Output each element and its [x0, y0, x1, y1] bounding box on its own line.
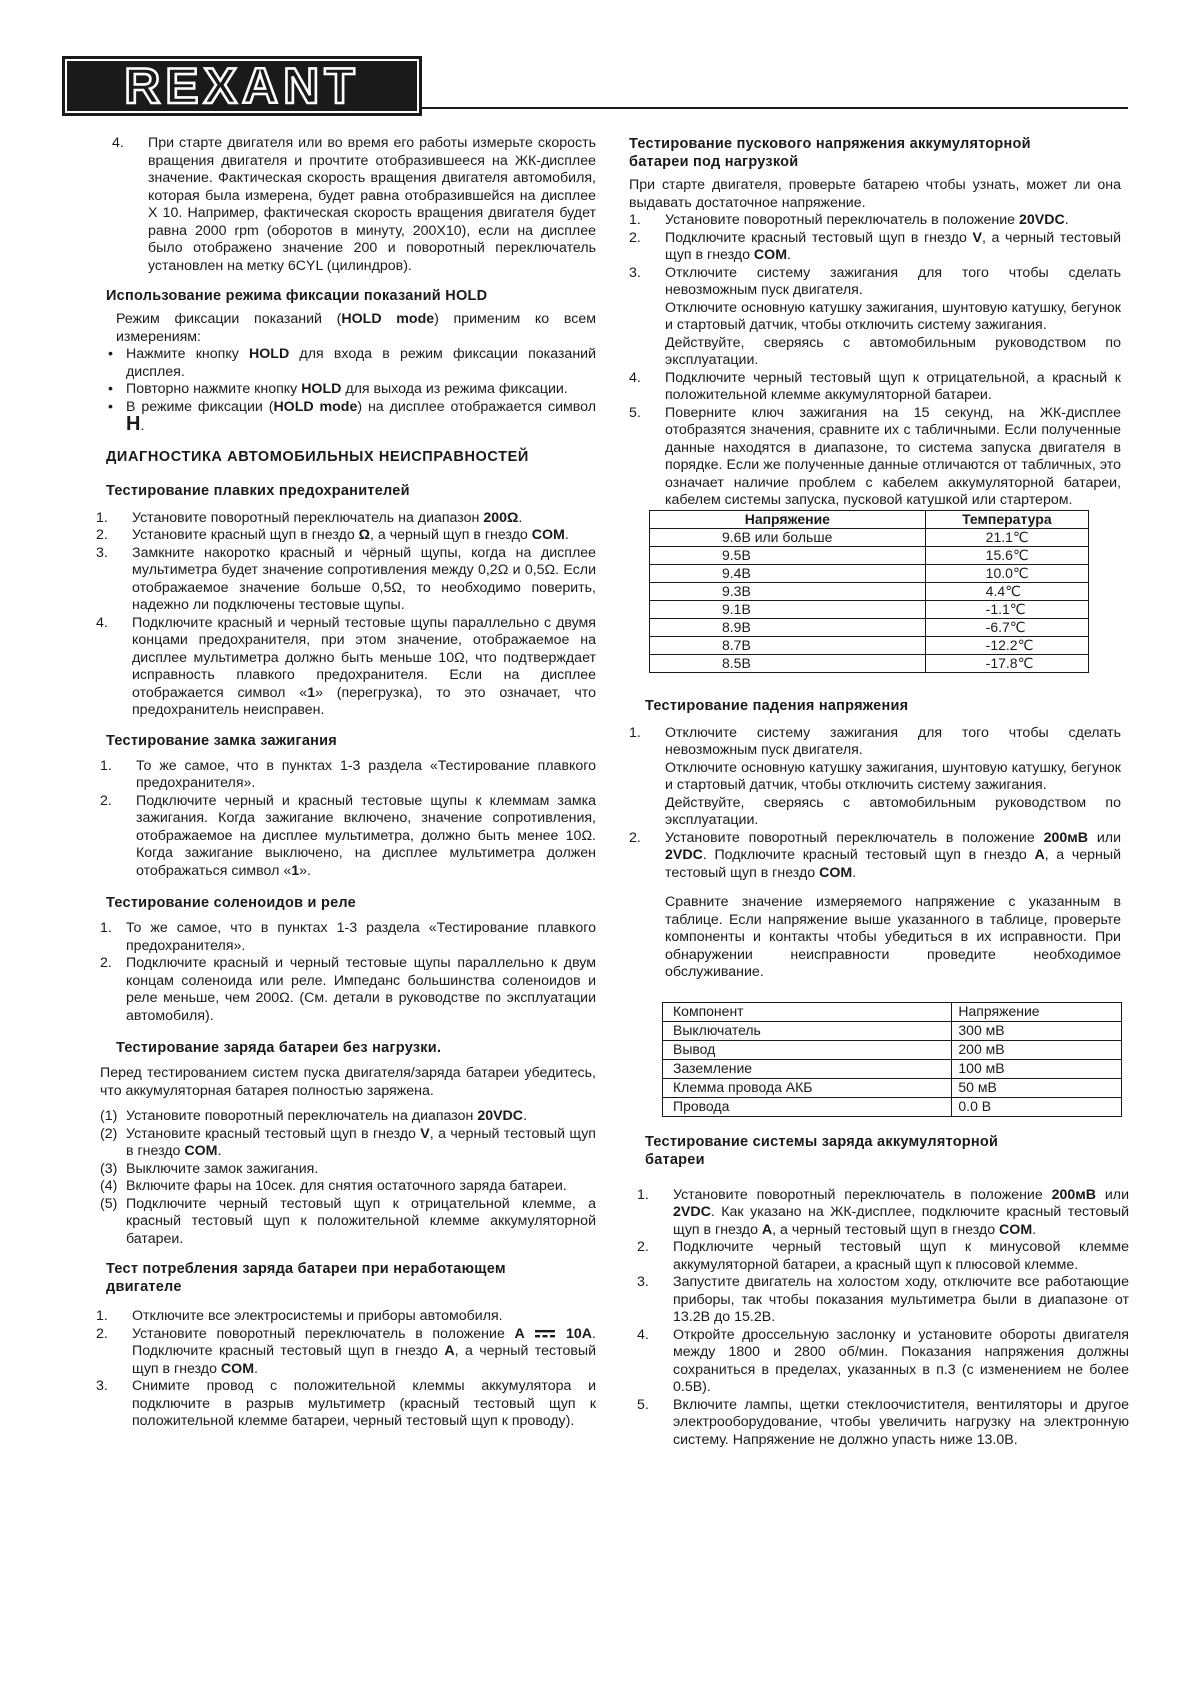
- list-item: 2. Установите красный щуп в гнездо Ω, а черный щуп в гнездо COM.: [96, 527, 569, 543]
- battery-noload-paragraph: Перед тестированием систем пуска двигателя/заряда батареи убедитесь, что аккумуляторная батарея полностью заряжена.: [100, 1065, 596, 1099]
- list-item: 5. Включите лампы, щетки стеклоочистителя, вентиляторы и другое электрооборудование, чтобы увеличить нагрузку на электронную систему. Напряжение не должно упасть ниже 13.0В.: [637, 1396, 1129, 1448]
- table-row: 9.1В -1.1℃: [650, 600, 1089, 618]
- table-row: 9.6В или больше 21.1℃: [650, 528, 1089, 546]
- section-title-hold: Использование режима фиксации показаний HOLD: [106, 288, 488, 304]
- table-row: Вывод 200 мВ: [663, 1040, 1122, 1059]
- list-item: 2. Подключите красный тестовый щуп в гнездо V, а черный тестовый щуп в гнездо COM.: [629, 229, 1121, 263]
- bullet-icon: •: [108, 381, 113, 397]
- list-item: 1. Установите поворотный переключатель в положение 20VDC.: [629, 212, 1069, 228]
- list-item: (2) Установите красный тестовый щуп в гнездо V, а черный тестовый щуп в гнездо COM.: [100, 1125, 596, 1159]
- section-title-battery-noload: Тестирование заряда батареи без нагрузки.: [116, 1040, 442, 1056]
- left-column: [96, 135, 597, 1431]
- section-title-drain: Тест потребления заряда батареи при неработающем двигателе: [106, 1261, 506, 1295]
- table-row: Провода 0.0 В: [663, 1097, 1122, 1116]
- section-title-diagnostics: ДИАГНОСТИКА АВТОМОБИЛЬНЫХ НЕИСПРАВНОСТЕЙ: [106, 448, 529, 465]
- table-row: 8.9В -6.7℃: [650, 618, 1089, 636]
- table-row: Клемма провода АКБ 50 мВ: [663, 1078, 1122, 1097]
- table-row: 9.5В 15.6℃: [650, 546, 1089, 564]
- dc-symbol-icon: [534, 1329, 556, 1339]
- bullet-icon: •: [108, 346, 113, 362]
- voltage-drop-paragraph: Сравните значение измеряемого напряжение с указанным в таблице. Если напряжение выше указанного в таблице, проверьте компоненты и контакты чтобы убедиться в их исправности. При обнаружении неисправности проведите необходимое обслуживание.: [665, 894, 1121, 980]
- table-row: 8.5В -17.8℃: [650, 654, 1089, 672]
- list-item: 3. Отключите систему зажигания для того чтобы сделать невозможным пуск двигателя. Отключите основную катушку зажигания, шунтовую катушку, бегунок и стартовый датчик, чтобы отключить систему зажигания. Действуйте, сверяясь с автомобильным руководством по эксплуатации.: [629, 264, 1121, 368]
- list-item: 2. Подключите черный и красный тестовые щупы к клеммам замка зажигания. Когда зажигание включено, значение сопротивления, отображаемое на дисплее мультиметра, должно быть менее 10Ω. Когда зажигание выключено, на дисплее мультиметра должен отображаться символ «1».: [100, 792, 596, 879]
- table-header: Температура: [925, 510, 1088, 528]
- bullet-icon: •: [108, 398, 113, 415]
- list-item: 4. Подключите черный тестовый щуп к отрицательной, а красный к положительной клемме аккумуляторной батареи.: [629, 369, 1121, 403]
- section-title-voltage-drop: Тестирование падения напряжения: [645, 697, 909, 714]
- list-item: 1. Установите поворотный переключатель на диапазон 200Ω.: [96, 509, 523, 526]
- list-item: • Нажмите кнопку HOLD для входа в режим фиксации показаний дисплея.: [108, 346, 597, 380]
- list-item: (4) Включите фары на 10сек. для снятия остаточного заряда батареи.: [100, 1178, 567, 1194]
- list-item: 2. Установите поворотный переключатель в положение 200мВ или 2VDC. Подключите красный тестовый щуп в гнездо A, а черный тестовый щуп в гнездо COM.: [629, 829, 1122, 881]
- crank-paragraph: При старте двигателя, проверьте батарею чтобы узнать, может ли она выдавать достаточное напряжение.: [629, 177, 1121, 211]
- header-rule: [422, 107, 1128, 109]
- list-item: 1. Отключите все электросистемы и приборы автомобиля.: [96, 1308, 503, 1324]
- voltage-temperature-table: [649, 510, 1089, 673]
- section-title-crank: Тестирование пускового напряжения аккумуляторной батареи под нагрузкой: [629, 136, 1031, 170]
- list-item: 1. Отключите систему зажигания для того чтобы сделать невозможным пуск двигателя. Отключите основную катушку зажигания, шунтовую катушку, бегунок и стартовый датчик, чтобы отключить систему зажигания. Действуйте, сверяясь с автомобильным руководством по эксплуатации.: [629, 724, 1121, 828]
- list-item: (3) Выключите замок зажигания.: [100, 1160, 319, 1177]
- hold-paragraph: Режим фиксации показаний (HOLD mode) применим ко всем измерениям:: [116, 311, 596, 345]
- rexant-logo: [62, 56, 422, 116]
- table-row: Выключатель 300 мВ: [663, 1021, 1122, 1040]
- table-row: Заземление 100 мВ: [663, 1059, 1122, 1078]
- table-row: 9.4В 10.0℃: [650, 564, 1089, 582]
- section-title-solenoid: Тестирование соленоидов и реле: [106, 895, 356, 911]
- table-header-row: [650, 510, 1089, 528]
- section-title-charging: Тестирование системы заряда аккумуляторной батареи: [645, 1133, 999, 1168]
- list-item: (1) Установите поворотный переключатель на диапазон 20VDC.: [100, 1108, 528, 1124]
- table-row: 8.7В -12.2℃: [650, 636, 1089, 654]
- table-row: Компонент Напряжение: [663, 1002, 1122, 1021]
- list-item: • Повторно нажмите кнопку HOLD для выхода из режима фиксации.: [108, 381, 568, 397]
- list-item: 1. То же самое, что в пунктах 1-3 раздела «Тестирование плавкого предохранителя».: [100, 920, 596, 954]
- list-item: 2. Подключите красный и черный тестовые щупы параллельно к двум концам соленоида или реле. Импеданс большинства соленоидов и реле меньше, чем 200Ω. (См. детали в руководстве по эксплуатации автомобиля).: [100, 955, 596, 1024]
- list-item: 4. При старте двигателя или во время его работы измерьте скорость вращения двигателя и прочтите отобразившееся на ЖК-дисплее значение. Фактическая скорость вращения двигателя автомобиля, которая была измерена, будет равна отобразившейся на дисплее X 10. Например, фактическая скорость вращения двигателя будет равна 2000 rpm (оборотов в минуту, 200X10), если на дисплее было отображено значение 200 и поворотный переключатель установлен на метку 6CYL (цилиндров).: [112, 135, 596, 274]
- list-item: 1. То же самое, что в пунктах 1-3 раздела «Тестирование плавкого предохранителя».: [100, 757, 596, 791]
- list-item: 2. Установите поворотный переключатель в положение A 10A. Подключите красный тестовый щуп в гнездо A, а черный тестовый щуп в гнездо COM.: [96, 1325, 596, 1377]
- svg-text:REXANT: REXANT: [124, 58, 360, 114]
- right-column: [629, 135, 1130, 1449]
- list-item: 3. Снимите провод с положительной клеммы аккумулятора и подключите в разрыв мультиметр (красный тестовый щуп к положительной клемме батареи, черный тестовый щуп к проводу).: [96, 1378, 596, 1429]
- list-item: • В режиме фиксации (HOLD mode) на дисплее отображается символ H.: [108, 398, 596, 435]
- table-header: Напряжение: [650, 510, 926, 528]
- list-item: 3. Замкните накоротко красный и чёрный щупы, когда на дисплее мультиметра будет значение сопротивления между 0,2Ω и 0,5Ω. Если отображаемое значение больше 0,5Ω, то необходимо поверить, надежно ли подключены тестовые щупы.: [96, 544, 596, 613]
- list-item: 5. Поверните ключ зажигания на 15 секунд, на ЖК-дисплее отобразятся значения, сравните их с табличными. Если полученные данные находятся в диапазоне, то система запуска двигателя в порядке. Если же полученные данные отличаются от табличных, это означает наличие проблем с кабелем аккумуляторной батареи, кабелем системы запуска, пусковой катушкой или стартером.: [629, 404, 1121, 508]
- list-item: 1. Установите поворотный переключатель в положение 200мВ или 2VDC. Как указано на ЖК-дисплее, подключите красный тестовый щуп в гнездо A, а черный тестовый щуп в гнездо COM.: [637, 1186, 1130, 1238]
- list-item: 2. Подключите черный тестовый щуп к минусовой клемме аккумуляторной батареи, а красный щуп к плюсовой клемме.: [637, 1239, 1129, 1273]
- section-title-ignition: Тестирование замка зажигания: [106, 732, 338, 749]
- list-item: 4. Подключите красный и черный тестовые щупы параллельно с двумя концами предохранителя, при этом значение, отображаемое на дисплее мультиметра должно быть меньше 10Ω, что подтверждает исправность плавкого предохранителя. Если на дисплее отображается символ «1» (перегрузка), то это означает, что предохранитель неисправен.: [96, 614, 596, 718]
- list-item: 3. Запустите двигатель на холостом ходу, отключите все работающие приборы, так чтобы показания мультиметра были в диапазоне от 13.2В до 15.2В.: [637, 1274, 1129, 1325]
- list-item: (5) Подключите черный тестовый щуп к отрицательной клемме, а красный тестовый щуп к положительной клемме аккумуляторной батареи.: [100, 1195, 596, 1247]
- table-row: 9.3В 4.4℃: [650, 582, 1089, 600]
- component-voltage-table: [662, 1002, 1122, 1117]
- list-item: 4. Откройте дроссельную заслонку и установите обороты двигателя между 1800 и 2800 об/мин. Показания напряжения должны сохраниться в пределах, указанных в п.3 (с изменением не более 0.5В).: [637, 1326, 1129, 1395]
- section-title-fuse: Тестирование плавких предохранителей: [106, 482, 410, 499]
